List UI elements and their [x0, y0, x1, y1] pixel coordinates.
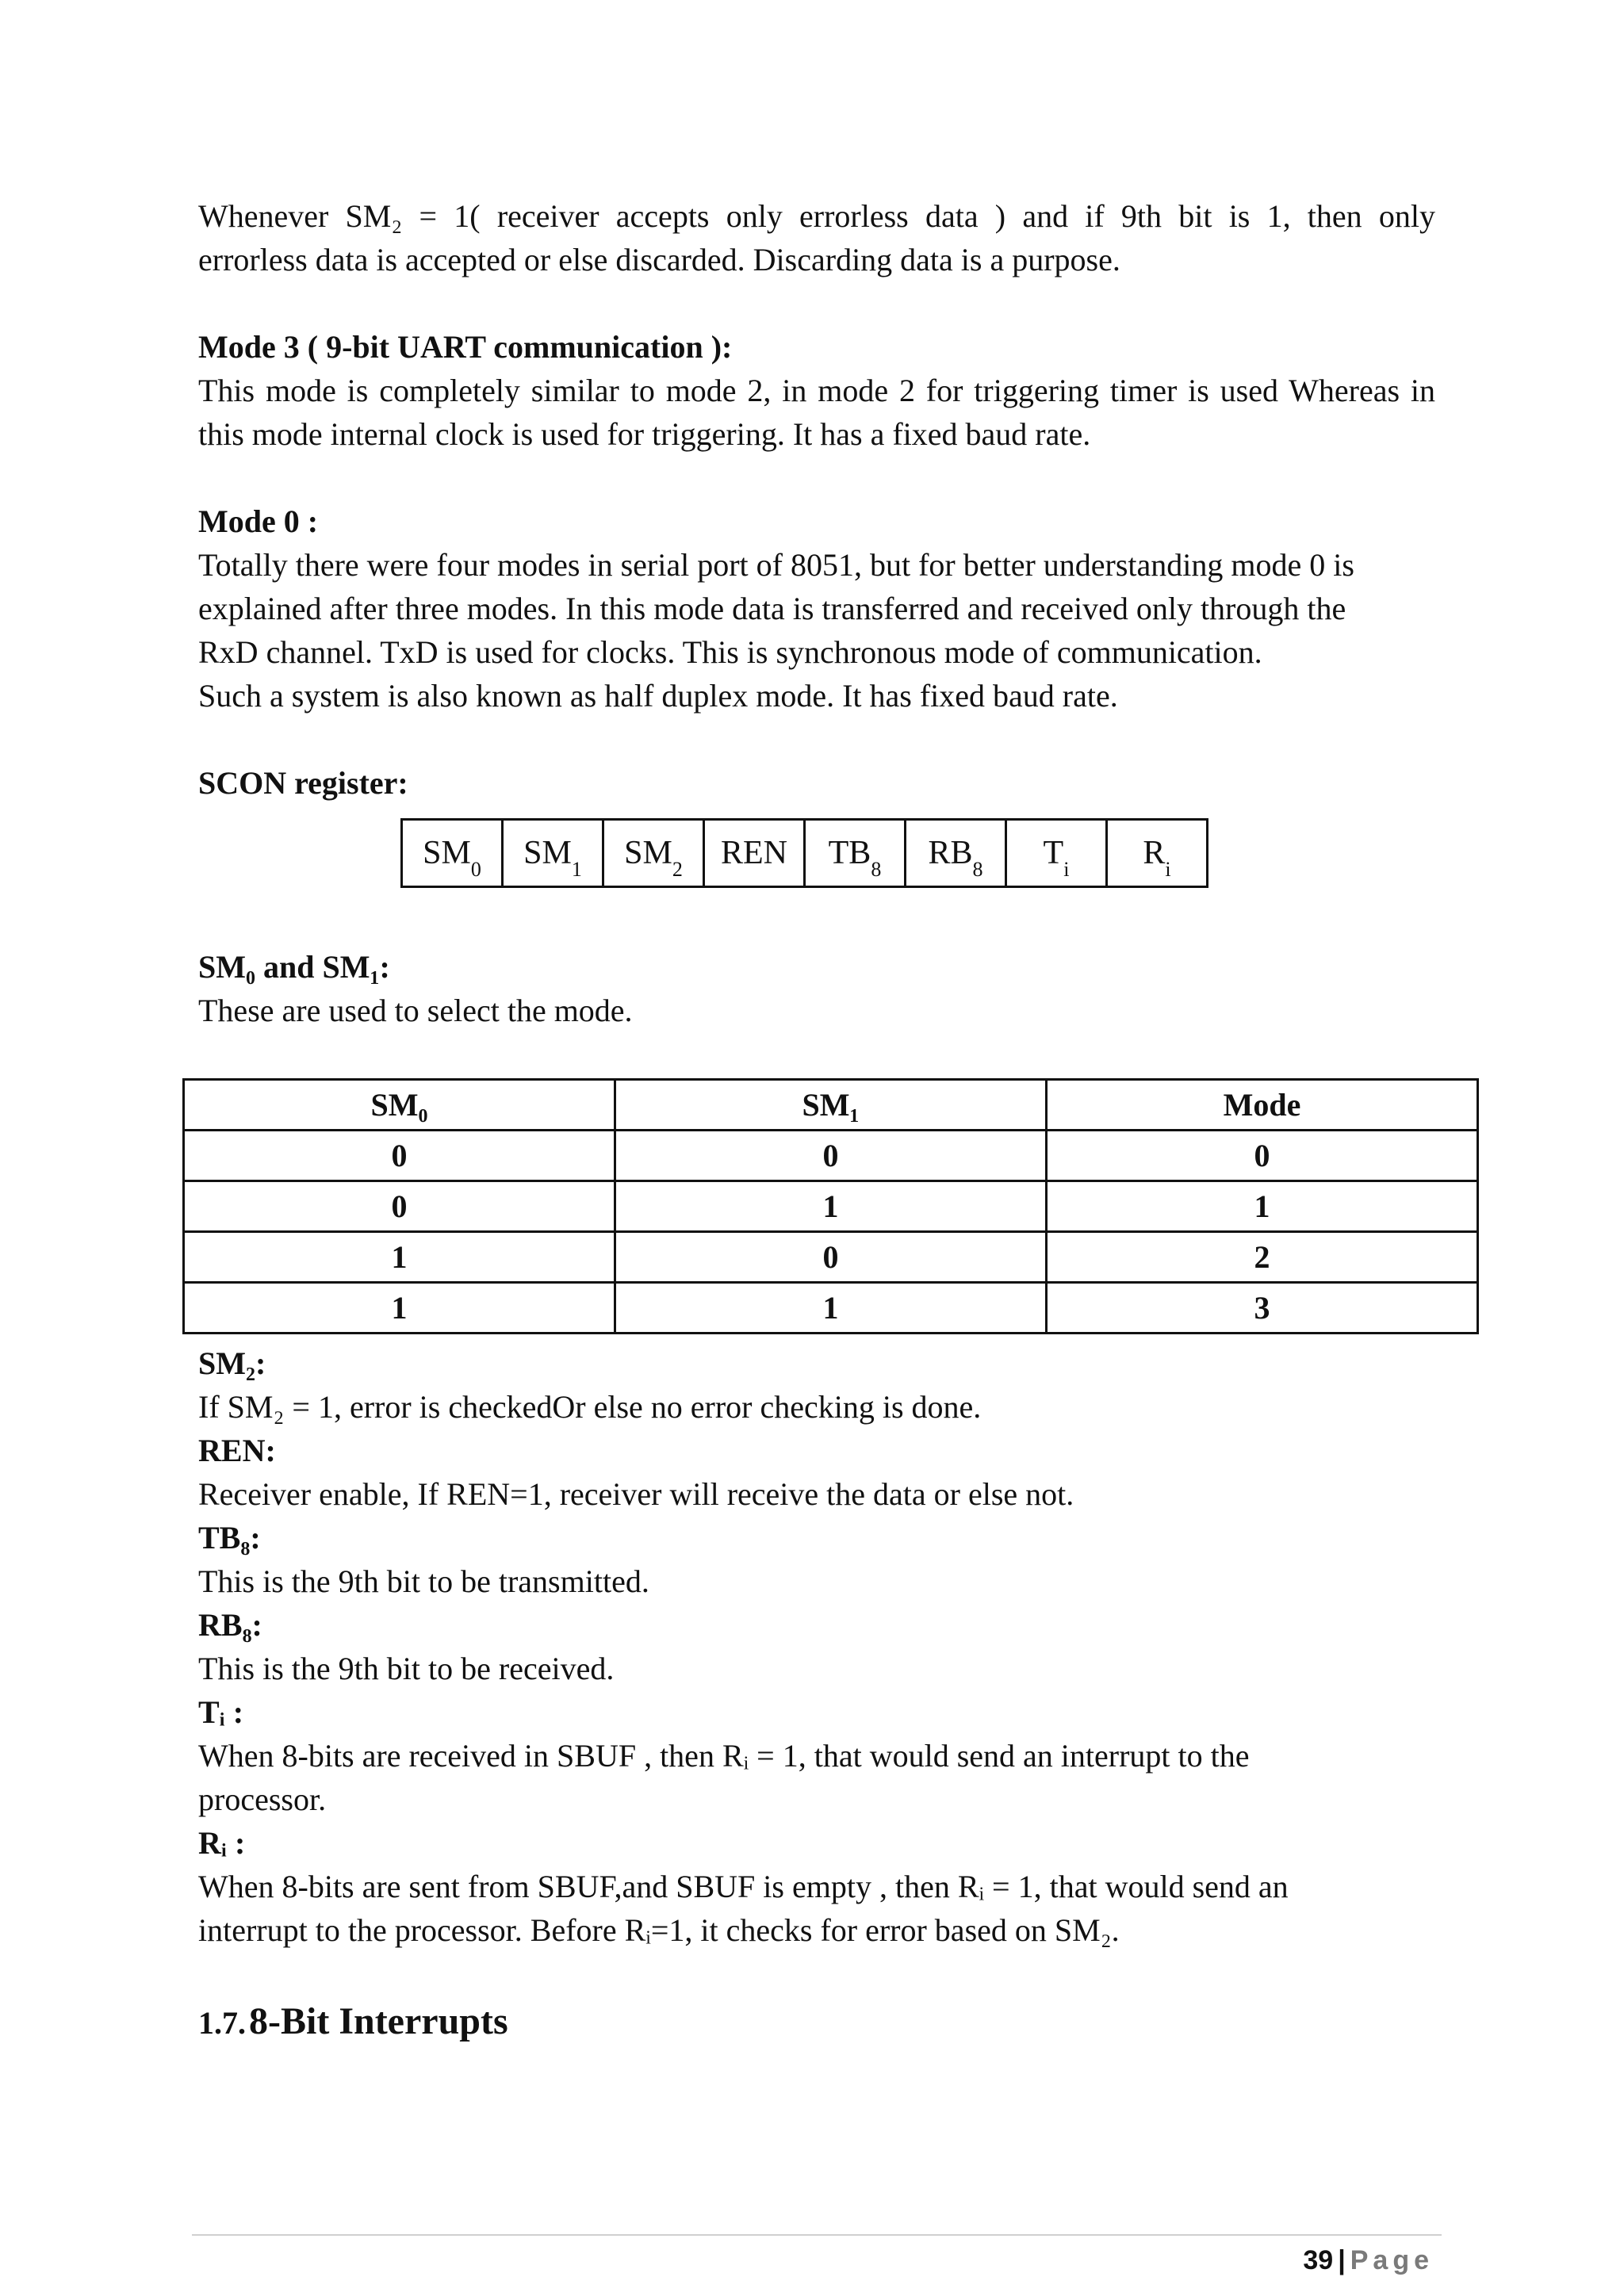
table-row [184, 1283, 1478, 1334]
footer-divider [192, 2234, 1442, 2236]
scon-bit-ri: $R_i$ [1143, 835, 1171, 881]
table-cell: 0 [1047, 1131, 1478, 1181]
intro-line-2: errorless data is accepted or else discarded. Discarding data is a purpose. [198, 242, 1120, 277]
scon-bit-sm0: $SM_0$ [403, 821, 504, 886]
intro-line-1: Whenever SM₂ = 1( receiver accepts only errorless data ) and if 9th bit is 1, then only [198, 198, 1435, 234]
footer-separator: | [1338, 2245, 1346, 2275]
table-row [184, 1232, 1478, 1283]
table-cell: 0 [615, 1232, 1047, 1283]
table-cell: 1 [184, 1283, 615, 1334]
rb8-text: This is the 9th bit to be received. [198, 1651, 615, 1686]
table-cell: 0 [184, 1131, 615, 1181]
table-cell: 0 [615, 1131, 1047, 1181]
table-cell: 1 [184, 1232, 615, 1283]
table-header-row [184, 1080, 1478, 1131]
ri-line-2: interrupt to the processor. Before Rᵢ=1, it checks for error based on SM₂. [198, 1912, 1120, 1948]
ri-line-1: When 8-bits are sent from SBUF,and SBUF is empty , then Rᵢ = 1, that would send an [198, 1869, 1289, 1904]
ti-line-1: When 8-bits are received in SBUF , then Rᵢ = 1, that would send an interrupt to the [198, 1738, 1250, 1774]
page-footer [1303, 2242, 1434, 2279]
page-number: 39 [1303, 2245, 1334, 2275]
mode0-line-1: Totally there were four modes in serial port of 8051, but for better understanding mode 0 is [198, 547, 1354, 583]
sm01-heading: SM₀ and SM₁: [198, 949, 390, 985]
table-cell: 3 [1047, 1283, 1478, 1334]
mode0-heading: Mode 0 : [198, 503, 319, 539]
sm2-heading: SM₂: [198, 1345, 266, 1381]
table-row [184, 1181, 1478, 1232]
rb8-heading: RB₈: [198, 1607, 262, 1643]
scon-bit-rb8: $RB_8$ [906, 821, 1007, 886]
scon-bit-tb8: $TB_8$ [806, 821, 906, 886]
ren-text: Receiver enable, If REN=1, receiver will receive the data or else not. [198, 1476, 1074, 1512]
table-cell: 1 [615, 1181, 1047, 1232]
section-title: 8-Bit Interrupts [249, 2000, 508, 2042]
table-row [184, 1131, 1478, 1181]
scon-bit-sm1: $SM_1$ [504, 821, 604, 886]
table-header: SM₁ [615, 1080, 1047, 1131]
table-cell: 2 [1047, 1232, 1478, 1283]
table-header: SM₀ [184, 1080, 615, 1131]
table-cell: 1 [615, 1283, 1047, 1334]
scon-heading: SCON register: [198, 765, 408, 801]
ren-heading: REN: [198, 1433, 276, 1468]
section-number: 1.7. [198, 2005, 246, 2041]
sm2-text: If SM₂ = 1, error is checkedOr else no error checking is done. [198, 1389, 982, 1425]
ti-line-2: processor. [198, 1781, 327, 1817]
mode0-line-3: RxD channel. TxD is used for clocks. This is synchronous mode of communication. [198, 634, 1262, 670]
tb8-heading: TB₈: [198, 1520, 261, 1556]
mode0-line-4: Such a system is also known as half duplex mode. It has fixed baud rate. [198, 678, 1118, 714]
scon-register-diagram [400, 818, 1208, 888]
tb8-text: This is the 9th bit to be transmitted. [198, 1563, 649, 1599]
mode3-line-1: This mode is completely similar to mode 2, in mode 2 for triggering timer is used Whereas in [198, 373, 1435, 408]
table-cell: 1 [1047, 1181, 1478, 1232]
table-cell: 0 [184, 1181, 615, 1232]
page-label: Page [1350, 2245, 1434, 2275]
sm01-text: These are used to select the mode. [198, 993, 633, 1028]
mode3-heading: Mode 3 ( 9-bit UART communication ): [198, 329, 733, 365]
mode-select-table [182, 1078, 1479, 1334]
ti-heading: Tᵢ : [198, 1694, 244, 1730]
mode0-line-2: explained after three modes. In this mode data is transferred and received only through the [198, 591, 1346, 626]
ri-heading: Rᵢ : [198, 1825, 246, 1861]
scon-bit-ti: $T_i$ [1007, 821, 1108, 886]
scon-bit-sm2: $SM_2$ [604, 821, 705, 886]
mode3-line-2: this mode internal clock is used for triggering. It has a fixed baud rate. [198, 416, 1091, 452]
table-header: Mode [1047, 1080, 1478, 1131]
scon-bit-ren: REN [705, 821, 806, 886]
section-heading [198, 1999, 508, 2043]
